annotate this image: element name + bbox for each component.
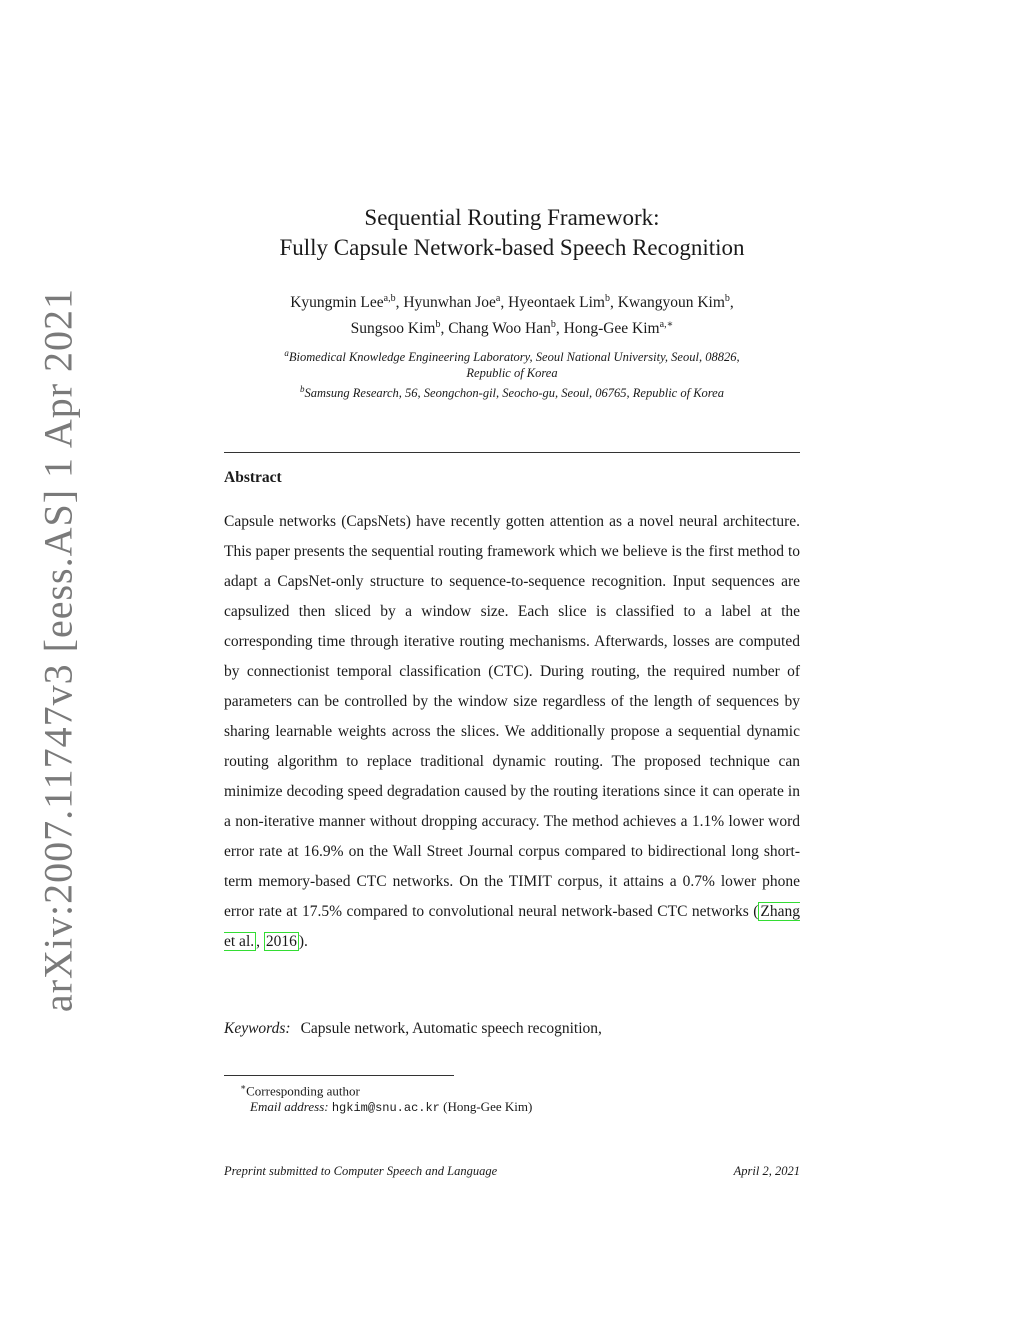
affiliations [0,345,1024,401]
abstract-text: Capsule networks (CapsNets) have recently gotten attention as a novel neural architecture. This paper presents the sequential routing framework which we believe is the first method to adapt a CapsNet-only structure to sequence-to-sequence recognition. Input sequences are capsulized then sliced by a window size. Each slice is classified to a label at the corresponding time through iterative routing mechanisms. Afterwards, losses are computed by connectionist temporal classification (CTC). During routing, the required number of parameters can be controlled by the window size regardless of the length of sequences by sharing learnable weights across the slices. We additionally propose a sequential dynamic routing algorithm to replace traditional dynamic routing. The proposed technique can minimize decoding speed degradation caused by the routing iterations since it can operate in a non-iterative manner without dropping accuracy. The method achieves a 1.1% lower word error rate at 16.9% on the Wall Street Journal corpus compared to bidirectional long short-term memory-based CTC networks. On the TIMIT corpus, it attains a 0.7% lower phone error rate at 17.5% compared to convolutional neural network-based CTC networks ( [224,513,800,920]
arxiv-identifier: arXiv:2007.11747v3 [eess.AS] 1 Apr 2021 [35,287,81,1013]
keywords [224,1020,602,1038]
author-list: Kyungmin Lee$^{a,b}$, Hyunwhan Joe$^a$, Hyeontaek Lim$^b$, Kwangyoun Kim$^b$, Sungsoo Kim$^b$, Chang Woo Han$^b$, Hong-Gee Kim$^{a,∗}$ [290,293,734,338]
email-owner: (Hong-Gee Kim) [443,1099,533,1115]
author-name: Kyungmin Lee [290,294,384,312]
keywords-label: Keywords: [224,1020,291,1037]
footnotes [240,1079,532,1116]
citation-separator: , [256,933,264,950]
section-divider [224,452,800,453]
author-affiliation-mark: a,b [383,293,396,304]
author-affiliation-mark: b [604,293,610,304]
abstract-heading: Abstract [224,469,282,486]
author-name: Hong-Gee Kim [563,320,660,338]
keywords-value: Capsule network, Automatic speech recognition, [300,1020,602,1037]
footnote-mark: ∗ [240,1082,247,1092]
abstract-text-end: ). [298,933,308,950]
author-name: Hyeontaek Lim [508,294,605,312]
citation-link-author[interactable]: Zhang et al. [224,903,800,950]
author-affiliation-mark: a,∗ [659,319,674,331]
citation-link-year[interactable]: 2016 [265,933,297,950]
title-line-2: Fully Capsule Network-based Speech Recognition [279,235,745,260]
affiliation-mark: b [300,384,305,395]
abstract-body [224,507,800,957]
author-affiliation-mark: b [550,319,556,331]
author-affiliation-mark: b [724,293,730,304]
author-name: Chang Woo Han [448,320,551,338]
email-label: Email address: [250,1099,329,1115]
preprint-note: Preprint submitted to Computer Speech and Language [224,1164,498,1178]
author-affiliation-mark: b [435,319,441,331]
footnote-corresponding: Corresponding author [246,1083,360,1099]
preprint-date: April 2, 2021 [733,1164,800,1178]
author-name: Sungsoo Kim [350,320,436,338]
affiliation-text: Biomedical Knowledge Engineering Laboratory, Seoul National University, Seoul, 08826, [288,350,740,365]
author-name: Hyunwhan Joe [403,294,496,312]
title-line-1: Sequential Routing Framework: [364,205,660,230]
email-address: hgkim@snu.ac.kr [331,1101,440,1116]
author-affiliation-mark: a [495,293,501,304]
paper-title [0,203,1024,263]
footnote-divider [224,1075,454,1076]
author-name: Kwangyoun Kim [617,294,725,312]
affiliation-mark: a [284,348,289,358]
affiliation-text-continued: Republic of Korea [466,366,558,381]
affiliation-text: Samsung Research, 56, Seongchon-gil, Seocho-gu, Seoul, 06765, Republic of Korea [304,386,724,401]
